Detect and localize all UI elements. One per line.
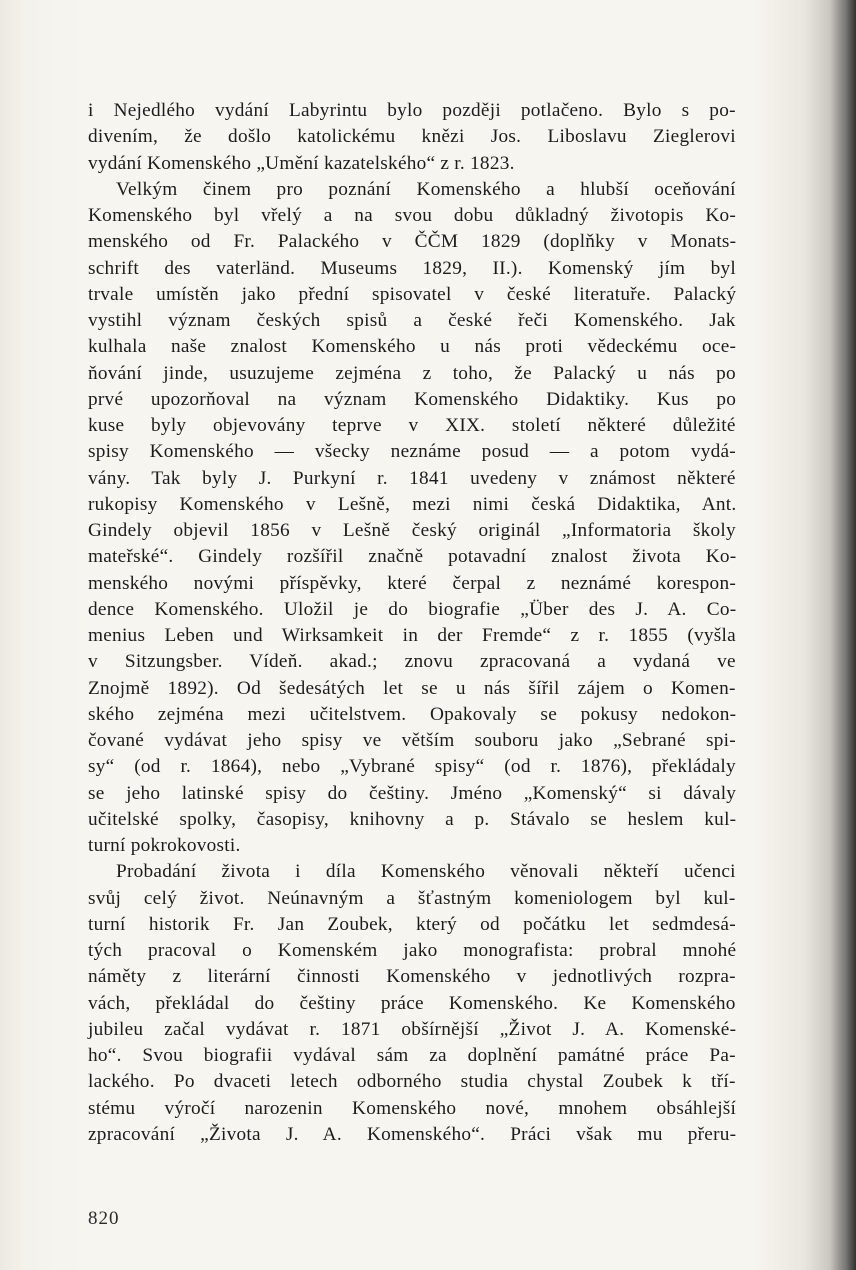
text-line: prvé upozorňoval na význam Komenského Didaktiky. Kus po <box>88 388 737 410</box>
text-line: i Nejedlého vydání Labyrintu bylo později potlačeno. Bylo s po- <box>88 100 736 121</box>
body-text <box>88 98 736 1148</box>
text-line: Probadání života i díla Komenského věnovali někteří učenci <box>116 861 736 883</box>
text-line: kulhala naše znalost Komenského u nás proti vědeckému oce- <box>88 336 737 358</box>
text-line: jubileu začal vydávat r. 1871 obšírnější „Život J. A. Komenské- <box>88 1018 737 1040</box>
paragraph-3 <box>88 859 736 1148</box>
page-gutter-shadow <box>830 0 856 1270</box>
text-line: vány. Tak byly J. Purkyní r. 1841 uvedeny v známost některé <box>88 467 736 489</box>
text-line: Znojmě 1892). Od šedesátých let se u nás šířil zájem o Komen- <box>88 677 736 699</box>
text-line: vystihl význam českých spisů a české řeči Komenského. Jak <box>88 310 736 331</box>
text-line: náměty z literární činnosti Komenského v jednotlivých rozpra- <box>88 966 736 988</box>
text-line: turní pokrokovosti. <box>88 835 241 856</box>
paragraph-1 <box>88 98 736 177</box>
text-line: menského od Fr. Palackého v ČČM 1829 (doplňky v Monats- <box>88 231 737 253</box>
text-line: schrift des vaterländ. Museums 1829, II.). Komenský jím byl <box>88 257 736 279</box>
text-line: tých pracoval o Komenském jako monografista: probral mnohé <box>88 940 737 961</box>
text-line: rukopisy Komenského v Lešně, mezi nimi česká Didaktika, Ant. <box>88 493 737 515</box>
text-line: svůj celý život. Neúnavným a šťastným komeniologem byl kul- <box>88 887 736 909</box>
text-line: zpracování „Života J. A. Komenského“. Práci však mu přeru- <box>88 1123 737 1145</box>
text-line: spisy Komenského — všecky neznáme posud — a potom vydá- <box>88 441 736 463</box>
paragraph-2 <box>88 177 736 860</box>
text-line: mateřské“. Gindely rozšířil značně potavadní znalost života Ko- <box>88 546 737 568</box>
text-line: Gindely objevil 1856 v Lešně český originál „Informatoria školy <box>88 520 736 541</box>
text-line: menského novými příspěvky, které čerpal z neznámé korespon- <box>88 572 737 594</box>
text-line: čované vydávat jeho spisy ve větším souboru jako „Sebrané spi- <box>88 730 736 751</box>
text-line: vydání Komenského „Umění kazatelského“ z r. 1823. <box>88 152 515 174</box>
text-line: Komenského byl vřelý a na svou dobu důkladný životopis Ko- <box>88 205 737 226</box>
text-line: kuse byly objevovány teprve v XIX. století některé důležité <box>88 415 736 436</box>
text-line: divením, že došlo katolickému knězi Jos. Liboslavu Zieglerovi <box>88 126 736 148</box>
text-line: se jeho latinské spisy do češtiny. Jméno „Komenský“ si dávaly <box>88 782 737 804</box>
text-line: ského zejména mezi učitelstvem. Opakovaly se pokusy nedokon- <box>88 703 737 725</box>
text-line: lackého. Po dvaceti letech odborného studia chystal Zoubek k tří- <box>88 1071 736 1093</box>
text-line: menius Leben und Wirksamkeit in der Fremde“ z r. 1855 (vyšla <box>88 625 736 646</box>
text-line: v Sitzungsber. Vídeň. akad.; znovu zpracovaná a vydaná ve <box>88 651 736 673</box>
text-line: turní historik Fr. Jan Zoubek, který od počátku let sedmdesá- <box>88 913 736 935</box>
text-line: dence Komenského. Uložil je do biografie „Über des J. A. Co- <box>88 598 737 620</box>
text-line: učitelské spolky, časopisy, knihovny a p. Stávalo se heslem kul- <box>88 808 737 830</box>
text-line: Velkým činem pro poznání Komenského a hlubší oceňování <box>116 178 736 200</box>
text-line: ňování jinde, usuzujeme zejména z toho, že Palacký u nás po <box>88 362 736 384</box>
text-line: vách, překládal do češtiny práce Komenského. Ke Komenského <box>88 992 736 1014</box>
page-number: 820 <box>88 1208 120 1229</box>
text-line: trvale umístěn jako přední spisovatel v české literatuře. Palacký <box>88 283 737 305</box>
text-line: stému výročí narozenin Komenského nové, mnohem obsáhlejší <box>88 1097 737 1119</box>
text-line: ho“. Svou biografii vydával sám za doplnění památné práce Pa- <box>88 1045 736 1066</box>
text-line: sy“ (od r. 1864), nebo „Vybrané spisy“ (od r. 1876), překládaly <box>88 756 736 778</box>
